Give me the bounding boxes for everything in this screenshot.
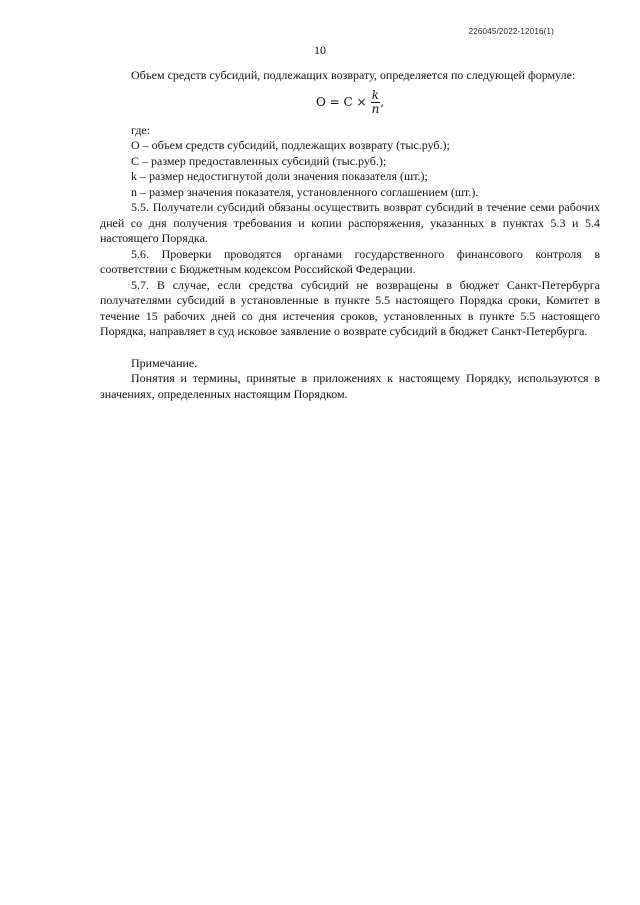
document-id: 226045/2022-12016(1) (468, 27, 554, 36)
spacer (100, 340, 600, 356)
document-body (100, 68, 600, 402)
note-title: Примечание. (131, 355, 198, 370)
formula-numerator: k (371, 88, 380, 102)
definition-c: C – размер предоставленных субсидий (тыс.руб.); (131, 153, 387, 168)
page-number: 10 (314, 43, 326, 57)
formula-fraction (371, 89, 381, 116)
definition-n: n – размер значения показателя, установленного соглашением (шт.). (131, 184, 479, 199)
definition-k: k – размер недостигнутой доли значения показателя (шт.); (131, 169, 428, 183)
paragraph-5-7: 5.7. В случае, если средства субсидий не возвращены в бюджет Санкт-Петербурга получателями субсидий в установленные в пункте 5.5 настоящего Порядка сроки, Комитет в течение 15 рабочих дней со дня истечения сроков, установленных в пункте 5.5 настоящего Порядка, направляет в суд исковое заявление о возврате субсидий в бюджет Санкт-Петербурга. (100, 277, 600, 338)
formula-tail: , (380, 94, 385, 109)
intro-paragraph: Объем средств субсидий, подлежащих возврату, определяется по следующей формуле: (131, 68, 576, 82)
formula-lhs: O = C × (316, 94, 367, 109)
paragraph-5-6: 5.6. Проверки проводятся органами государственного финансового контроля в соответствии с Бюджетным кодексом Российской Федерации. (100, 246, 600, 276)
note-text: Понятия и термины, принятые в приложениях к настоящему Порядку, используются в значениях, определенных настоящим Порядком. (100, 371, 600, 401)
paragraph-5-5: 5.5. Получатели субсидий обязаны осуществить возврат субсидий в течение семи рабочих дней со дня получения требования и копии распоряжения, указанных в пунктах 5.3 и 5.4 настоящего Порядка. (100, 200, 600, 245)
formula (100, 87, 600, 119)
definition-o: O – объем средств субсидий, подлежащих возврату (тыс.руб.); (131, 138, 450, 152)
where-label: где: (131, 122, 151, 137)
formula-denominator: n (371, 102, 380, 116)
formula-expression (316, 87, 384, 119)
